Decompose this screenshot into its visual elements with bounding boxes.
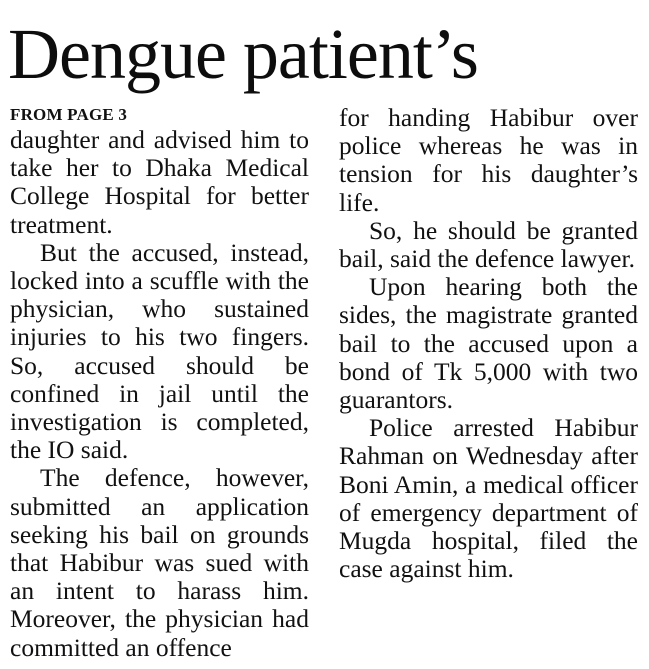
article-paragraph: daughter and advised him to take her to Dhaka Medical College Hospital for better treatment. xyxy=(10,125,309,239)
article-headline: Dengue patient’s xyxy=(8,14,478,94)
article-paragraph: Police arrested Habibur Rahman on Wednesday after Boni Amin, a medical officer of emergency department of Mugda hospital, filed the case against him. xyxy=(339,413,638,584)
article-column-left xyxy=(10,104,309,662)
article-paragraph: Upon hearing both the sides, the magistrate granted bail to the accused upon a bond of Tk 5,000 with two guarantors. xyxy=(339,272,638,415)
article-paragraph: So, he should be granted bail, said the defence lawyer. xyxy=(339,215,638,274)
article-paragraph: for handing Habibur over police whereas he was in tension for his daughter’s life. xyxy=(339,103,638,217)
jump-label: FROM PAGE 3 xyxy=(10,105,128,124)
article-column-right xyxy=(339,104,638,583)
article-paragraph: The defence, however, submitted an application seeking his bail on grounds that Habibur was sued with an intent to harass him. Moreover, the physician had committed an offence xyxy=(10,463,309,662)
article-paragraph: But the accused, instead, locked into a scuffle with the physician, who sustained injuries to his two fingers. So, accused should be confined in jail until the investigation is completed, the IO said. xyxy=(10,237,309,465)
